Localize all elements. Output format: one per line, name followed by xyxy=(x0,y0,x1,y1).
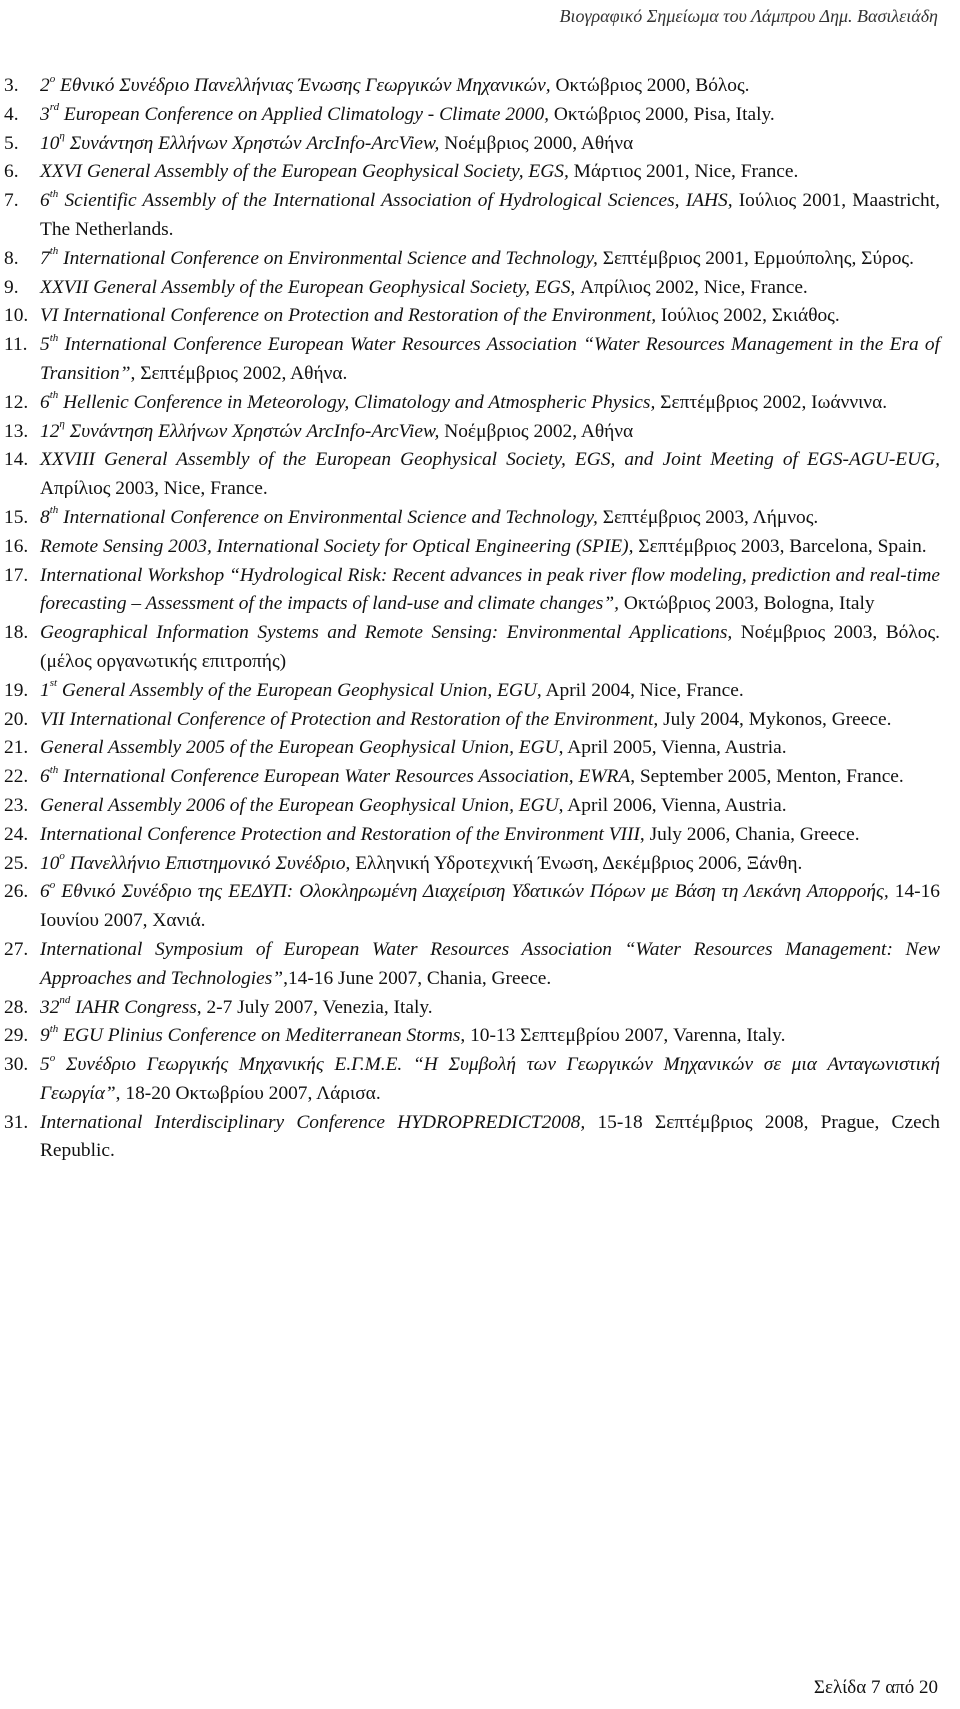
list-item xyxy=(0,158,960,187)
list-item xyxy=(0,763,960,792)
event-details: , April 2004, Nice, France. xyxy=(536,679,744,701)
ordinal-suffix: th xyxy=(49,1022,59,1035)
event-title: General Assembly 2005 of the European Geophysical Union, EGU xyxy=(40,737,559,759)
list-item xyxy=(0,389,960,418)
event-details: 14-16 Ιουνίου 2007, Χανιά. xyxy=(40,881,940,932)
item-number: 5. xyxy=(4,132,19,154)
event-details: , Σεπτέμβριος 2002, Αθήνα. xyxy=(130,362,348,384)
event-title: Συνέδριο Γεωργικής Μηχανικής Ε.Γ.Μ.Ε. “Η Συμβολή των Γεωργικών Μηχανικών σε μια Ανταγωνιστική Γεωργία” xyxy=(40,1054,940,1104)
event-title: 12 xyxy=(40,420,60,442)
list-item xyxy=(0,101,960,130)
event-title: International Conference on Environmental Science and Technology, xyxy=(58,247,598,269)
item-number: 27. xyxy=(4,938,29,960)
event-title: IAHR Congress xyxy=(70,996,197,1018)
event-title: Remote Sensing 2003, International Society for Optical Engineering (SPIE), xyxy=(40,535,634,557)
page-number: Σελίδα 7 από 20 xyxy=(813,1677,938,1698)
item-number: 19. xyxy=(4,679,29,701)
ordinal-suffix: th xyxy=(49,187,59,200)
event-title: European Conference on Applied Climatology - Climate 2000, xyxy=(59,103,549,125)
event-details: , 18-20 Οκτωβρίου 2007, Λάρισα. xyxy=(115,1082,381,1104)
event-title: 6 xyxy=(40,881,50,903)
conference-list xyxy=(0,72,960,1166)
ordinal-suffix: th xyxy=(49,245,59,258)
item-number: 18. xyxy=(4,622,29,644)
ordinal-suffix: η xyxy=(59,130,65,143)
item-number: 13. xyxy=(4,420,29,442)
event-title: General Assembly 2006 of the European Geophysical Union, EGU xyxy=(40,794,559,816)
event-details: Μάρτιος 2001, Nice, France. xyxy=(568,161,799,183)
list-item xyxy=(0,1022,960,1051)
list-item xyxy=(0,677,960,706)
item-number: 3. xyxy=(4,75,19,96)
list-item xyxy=(0,734,960,763)
event-details: , July 2006, Chania, Greece. xyxy=(639,823,860,845)
event-title: 10 xyxy=(40,852,60,874)
list-item xyxy=(0,1051,960,1109)
event-details: , 10-13 Σεπτεμβρίου 2007, Varenna, Italy. xyxy=(460,1025,786,1047)
event-details: , Ελληνική Υδροτεχνική Ένωση, Δεκέμβριος 2006, Ξάνθη. xyxy=(345,852,803,874)
item-number: 16. xyxy=(4,535,29,557)
list-item xyxy=(0,331,960,389)
event-details: Σεπτέμβριος 2003, Barcelona, Spain. xyxy=(633,535,927,557)
event-title: 3 xyxy=(40,103,50,125)
event-title: Hellenic Conference in Meteorology, Climatology and Atmospheric Physics, xyxy=(58,391,656,413)
event-details: , April 2005, Vienna, Austria. xyxy=(558,737,787,759)
event-title: XXVIII General Assembly of the European Geophysical Society, EGS, and Joint Meeting of EGS-AGU-EUG, xyxy=(40,449,940,471)
ordinal-suffix: th xyxy=(49,389,59,402)
event-title: 6 xyxy=(40,766,50,788)
list-item xyxy=(0,562,960,620)
event-title: International Conference on Environmental Science and Technology, xyxy=(58,506,598,528)
item-number: 17. xyxy=(4,564,29,586)
item-number: 22. xyxy=(4,766,29,788)
item-number: 15. xyxy=(4,506,29,528)
item-number: 25. xyxy=(4,852,29,874)
event-title: Εθνικό Συνέδριο της ΕΕΔΥΠ: Ολοκληρωμένη Διαχείριση Υδατικών Πόρων με Βάση τη Λεκάνη Απορροής, xyxy=(55,881,889,903)
list-item xyxy=(0,706,960,735)
event-details: Οκτώβριος 2000, Pisa, Italy. xyxy=(548,103,775,125)
list-item xyxy=(0,302,960,331)
event-title: Πανελλήνιο Επιστημονικό Συνέδριο xyxy=(64,852,346,874)
ordinal-suffix: nd xyxy=(59,994,71,1007)
event-title: 7 xyxy=(40,247,50,269)
event-title: 1 xyxy=(40,679,50,701)
event-details: Σεπτέμβριος 2003, Λήμνος. xyxy=(597,506,819,528)
event-title: XXVI General Assembly of the European Geophysical Society, EGS, xyxy=(40,161,569,183)
item-number: 4. xyxy=(4,103,19,125)
list-item xyxy=(0,1109,960,1167)
item-number: 12. xyxy=(4,391,29,413)
list-item xyxy=(0,187,960,245)
ordinal-suffix: ο xyxy=(49,878,56,891)
event-details: Νοέμβριος 2002, Αθήνα xyxy=(439,420,634,442)
event-title: 5 xyxy=(40,1054,50,1076)
event-title: 32 xyxy=(40,996,60,1018)
list-item xyxy=(0,533,960,562)
ordinal-suffix: th xyxy=(49,331,59,344)
ordinal-suffix: th xyxy=(49,504,59,517)
item-number: 7. xyxy=(4,190,19,212)
event-title: International Interdisciplinary Conference HYDROPREDICT2008, xyxy=(40,1111,586,1133)
ordinal-suffix: rd xyxy=(49,101,60,114)
item-number: 23. xyxy=(4,794,29,816)
event-title: 6 xyxy=(40,190,50,212)
item-number: 28. xyxy=(4,996,29,1018)
item-number: 14. xyxy=(4,449,29,471)
event-details: 15-18 Σεπτέμβριος 2008, Prague, Czech Republic. xyxy=(40,1111,940,1162)
event-details: , 2-7 July 2007, Venezia, Italy. xyxy=(196,996,433,1018)
item-number: 6. xyxy=(4,161,19,183)
event-details: ,14-16 June 2007, Chania, Greece. xyxy=(283,967,552,989)
event-details: , July 2004, Mykonos, Greece. xyxy=(653,708,892,730)
item-number: 31. xyxy=(4,1111,29,1133)
item-number: 20. xyxy=(4,708,29,730)
event-details: Οκτώβριος 2003, Bologna, Italy xyxy=(618,593,875,615)
event-title: 8 xyxy=(40,506,50,528)
ordinal-suffix: ο xyxy=(49,72,56,85)
item-number: 30. xyxy=(4,1054,29,1076)
item-number: 29. xyxy=(4,1025,29,1047)
event-title: VII International Conference of Protection and Restoration of the Environment xyxy=(40,708,654,730)
list-item xyxy=(0,994,960,1023)
event-title: General Assembly of the European Geophysical Union, EGU xyxy=(57,679,537,701)
event-title: 10 xyxy=(40,132,60,154)
item-number: 21. xyxy=(4,737,29,759)
event-title: 2 xyxy=(40,75,50,96)
list-item xyxy=(0,850,960,879)
ordinal-suffix: ο xyxy=(49,1051,56,1064)
list-item xyxy=(0,274,960,303)
event-title: International Conference Protection and Restoration of the Environment VIII xyxy=(40,823,640,845)
event-title: International Conference European Water Resources Association “Water Resources Management in the Era of Transition” xyxy=(40,334,940,384)
list-item xyxy=(0,72,960,101)
event-details: Ιούλιος 2002, Σκιάθος. xyxy=(656,305,840,327)
event-details: , April 2006, Vienna, Austria. xyxy=(558,794,787,816)
list-item xyxy=(0,245,960,274)
event-details: , September 2005, Menton, France. xyxy=(630,766,904,788)
event-title: International Symposium of European Water Resources Association “Water Resources Management: New Approaches and Technologies” xyxy=(40,938,940,989)
event-title: International Conference European Water Resources Association, EWRA xyxy=(58,766,631,788)
list-item xyxy=(0,446,960,504)
item-number: 11. xyxy=(4,334,28,356)
item-number: 26. xyxy=(4,881,29,903)
event-details: Ιούλιος 2001, Maastricht, The Netherlands. xyxy=(40,190,940,240)
running-header: Βιογραφικό Σημείωμα του Λάμπρου Δημ. Βασιλειάδη xyxy=(559,6,938,26)
list-item xyxy=(0,792,960,821)
event-title: XXVII General Assembly of the European Geophysical Society, EGS, xyxy=(40,276,576,298)
ordinal-suffix: ο xyxy=(59,850,65,863)
event-details: Οκτώβριος 2000, Βόλος. xyxy=(550,75,750,96)
list-item xyxy=(0,130,960,159)
event-title: 6 xyxy=(40,391,50,413)
event-title: International Workshop “Hydrological Risk: Recent advances in peak river flow modeling, prediction and real-time forecasting – Assessment of the impacts of land-use and climate changes”, xyxy=(40,564,940,615)
event-title: Συνάντηση Ελλήνων Χρηστών ArcInfo-ArcView, xyxy=(64,132,440,154)
event-title: VI International Conference on Protection and Restoration of the Environment, xyxy=(40,305,657,327)
list-item xyxy=(0,504,960,533)
list-item xyxy=(0,936,960,994)
event-title: Συνάντηση Ελλήνων Χρηστών ArcInfo-ArcView, xyxy=(64,420,440,442)
event-details: Απρίλιος 2002, Nice, France. xyxy=(575,276,808,298)
event-title: Geographical Information Systems and Remote Sensing: Environmental Applications, xyxy=(40,622,733,644)
event-details: Σεπτέμβριος 2002, Ιωάννινα. xyxy=(655,391,888,413)
item-number: 24. xyxy=(4,823,29,845)
list-item xyxy=(0,619,960,677)
event-details: Απρίλιος 2003, Nice, France. xyxy=(40,478,268,500)
ordinal-suffix: th xyxy=(49,763,59,776)
item-number: 10. xyxy=(4,305,29,327)
event-title: Εθνικό Συνέδριο Πανελλήνιας Ένωσης Γεωργικών Μηχανικών, xyxy=(55,75,551,96)
item-number: 8. xyxy=(4,247,19,269)
event-title: Scientific Assembly of the International Association of Hydrological Sciences, IAHS, xyxy=(58,190,733,212)
event-details: Νοέμβριος 2000, Αθήνα xyxy=(439,132,634,154)
event-title: 5 xyxy=(40,334,50,356)
event-details: Σεπτέμβριος 2001, Ερμούπολης, Σύρος. xyxy=(597,247,914,269)
ordinal-suffix: st xyxy=(49,677,58,690)
event-title: EGU Plinius Conference on Mediterranean Storms xyxy=(58,1025,461,1047)
list-item xyxy=(0,878,960,936)
item-number: 9. xyxy=(4,276,19,298)
list-item xyxy=(0,821,960,850)
event-details: Νοέμβριος 2003, Βόλος. (μέλος οργανωτικής επιτροπής) xyxy=(40,622,941,672)
list-item xyxy=(0,418,960,447)
ordinal-suffix: η xyxy=(59,418,65,431)
event-title: 9 xyxy=(40,1025,50,1047)
